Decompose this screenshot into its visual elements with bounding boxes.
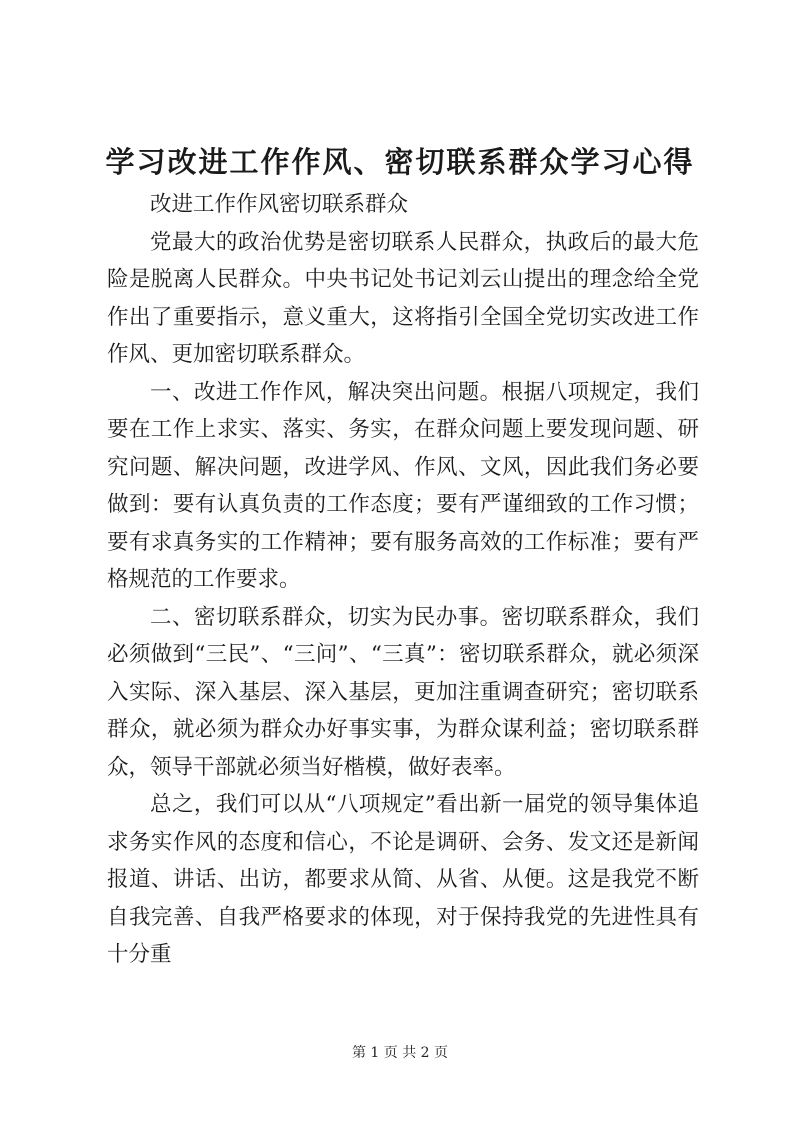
document-title: 学习改进工作作风、密切联系群众学习心得 — [105, 145, 695, 179]
body-paragraph: 二、密切联系群众，切实为民办事。密切联系群众，我们必须做到“三民”、“三问”、“三真”：密切联系群众，就必须深入实际、深入基层、深入基层，更加注重调查研究；密切联系群众，就必须为群众办好事实事，为群众谋利益；密切联系群众，领导干部就必须当好楷模，做好表率。 — [107, 604, 699, 780]
document-body — [107, 186, 699, 974]
body-paragraph: 党最大的政治优势是密切联系人民群众，执政后的最大危险是脱离人民群众。中央书记处书记刘云山提出的理念给全党作出了重要指示，意义重大，这将指引全国全党切实改进工作作风、更加密切联系群众。 — [107, 229, 699, 367]
body-paragraph: 总之，我们可以从“八项规定”看出新一届党的领导集体追求务实作风的态度和信心，不论是调研、会务、发文还是新闻报道、讲话、出访，都要求从简、从省、从便。这是我党不断自我完善、自我严格要求的体现，对于保持我党的先进性具有十分重 — [107, 792, 699, 967]
page-footer: 第 1 页 共 2 页 — [351, 1045, 449, 1061]
body-paragraph: 一、改进工作作风，解决突出问题。根据八项规定，我们要在工作上求实、落实、务实，在群众问题上要发现问题、研究问题、解决问题，改进学风、作风、文风，因此我们务必要做到：要有认真负责的工作态度；要有严谨细致的工作习惯；要有求真务实的工作精神；要有服务高效的工作标准；要有严格规范的工作要求。 — [107, 379, 699, 592]
subtitle-paragraph: 改进工作作风密切联系群众 — [150, 192, 409, 217]
